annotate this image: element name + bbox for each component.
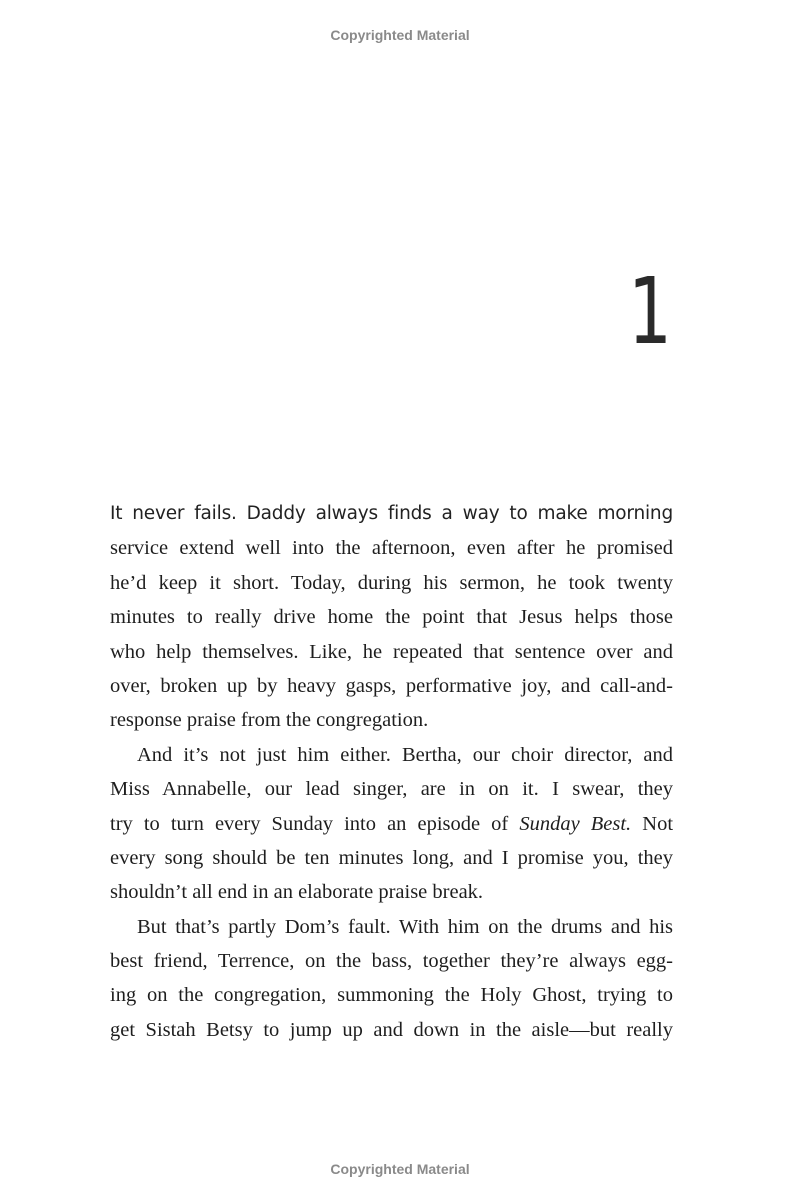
paragraph (110, 910, 673, 1048)
paragraph (110, 497, 673, 738)
text-segment: try to turn every Sunday into an episode of (110, 812, 509, 835)
text-line: who help themselves. Like, he repeated that sentence over and (110, 640, 673, 663)
chapter-body (110, 497, 673, 1047)
text-line: And it’s not just him either. Bertha, our choir director, and (137, 743, 673, 766)
show-title: Sunday Best. (519, 812, 632, 835)
text-line: service extend well into the afternoon, even after he promised (110, 537, 673, 560)
text-line: shouldn’t all end in an elaborate praise break. (110, 881, 484, 904)
text-line: It never fails. Daddy always finds a way to make morning (110, 503, 673, 524)
text-line: response praise from the congregation. (110, 709, 429, 732)
copyright-watermark-bottom: Copyrighted Material (330, 1161, 470, 1177)
paragraph (110, 738, 673, 910)
text-line: he’d keep it short. Today, during his sermon, he took twenty (110, 571, 673, 594)
text-line: get Sistah Betsy to jump up and down in the aisle—but really (110, 1018, 673, 1041)
copyright-watermark-top: Copyrighted Material (330, 27, 470, 43)
text-line: over, broken up by heavy gasps, performative joy, and call-and- (110, 674, 673, 697)
chapter-number: 1 (628, 258, 672, 365)
text-line: every song should be ten minutes long, and I promise you, they (110, 846, 673, 869)
text-line: best friend, Terrence, on the bass, together they’re always egg- (110, 950, 673, 973)
text-segment: Not (642, 812, 674, 835)
text-line: ing on the congregation, summoning the Holy Ghost, trying to (110, 984, 673, 1007)
text-line: But that’s partly Dom’s fault. With him on the drums and his (137, 915, 673, 938)
text-line: Miss Annabelle, our lead singer, are in on it. I swear, they (110, 778, 673, 801)
text-line (110, 807, 673, 841)
text-line: minutes to really drive home the point that Jesus helps those (110, 606, 673, 629)
